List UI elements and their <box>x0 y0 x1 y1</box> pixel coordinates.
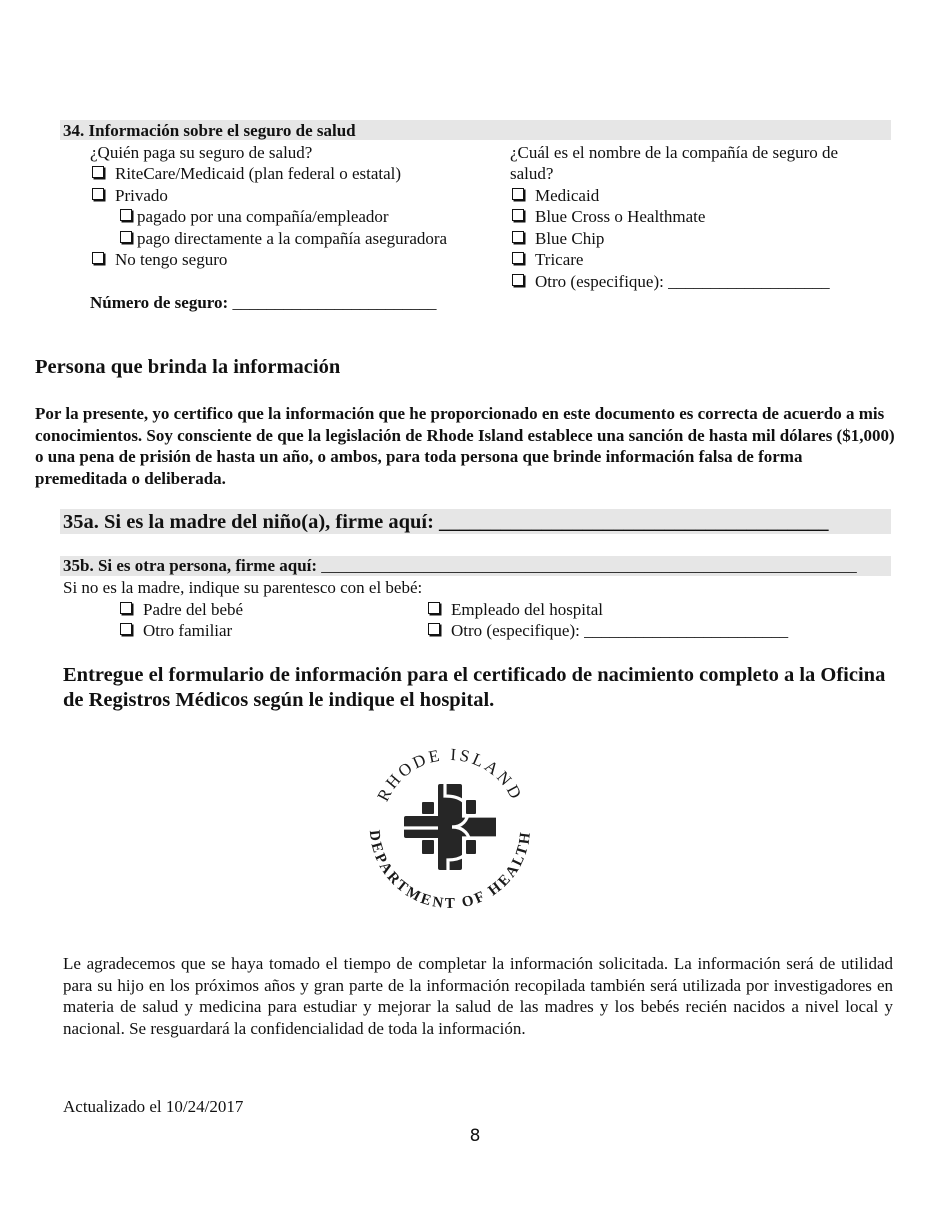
checkbox-option-tricare[interactable]: Tricare <box>512 249 583 271</box>
sign-35a-line[interactable]: ______________________________________ <box>439 511 829 533</box>
checkbox-icon[interactable] <box>512 231 524 243</box>
svg-text:DEPARTMENT OF HEALTH: DEPARTMENT OF HEALTH <box>365 829 535 913</box>
checkbox-option-employer-paid[interactable]: pagado por una compañía/empleador <box>120 206 389 228</box>
relation-prompt: Si no es la madre, indique su parentesco con el bebé: <box>63 578 423 597</box>
checkbox-option-other-company[interactable]: Otro (especifique): ___________________ <box>512 271 830 293</box>
insurance-number-line[interactable]: ________________________ <box>232 293 437 312</box>
checkbox-option-privado[interactable]: Privado <box>92 185 168 207</box>
company-question-line2: salud? <box>510 164 554 183</box>
sign-35a-field[interactable] <box>63 510 829 534</box>
checkbox-icon[interactable] <box>512 188 524 200</box>
checkbox-option-self-paid[interactable]: pago directamente a la compañía aseguradora <box>120 228 447 250</box>
checkbox-option-other-family[interactable]: Otro familiar <box>120 620 232 642</box>
sign-35b-label: 35b. Si es otra persona, firme aquí: <box>63 556 318 575</box>
certification-paragraph: Por la presente, yo certifico que la información que he proporcionado en este documento es correcta de acuerdo a mis conocimientos. Soy consciente de que la legislación de Rhode Island establece una sanción de hasta mil dólares ($1,000) o una pena de prisión de hasta un año, o ambos, para toda persona que brinde información falsa de forma premeditada o deliberada. <box>35 404 895 488</box>
submit-instruction: Entregue el formulario de información para el certificado de nacimiento completo a la Oficina de Registros Médicos según le indique el hospital. <box>63 664 886 711</box>
checkbox-icon[interactable] <box>120 231 132 243</box>
informant-heading: Persona que brinda la información <box>35 356 341 378</box>
company-question-line1: ¿Cuál es el nombre de la compañía de seguro de <box>510 143 839 162</box>
checkbox-icon[interactable] <box>512 252 524 264</box>
updated-date: Actualizado el 10/24/2017 <box>63 1097 244 1116</box>
svg-text:RHODE ISLAND: RHODE ISLAND <box>373 744 527 805</box>
ri-department-of-health-logo <box>362 740 538 916</box>
checkbox-option-blue-cross[interactable]: Blue Cross o Healthmate <box>512 206 705 228</box>
checkbox-icon[interactable] <box>120 602 132 614</box>
checkbox-icon[interactable] <box>92 166 104 178</box>
checkbox-icon[interactable] <box>428 602 440 614</box>
checkbox-icon[interactable] <box>120 209 132 221</box>
checkbox-option-ritecare[interactable]: RiteCare/Medicaid (plan federal o estatal) <box>92 163 401 185</box>
sign-35b-line[interactable]: _______________________________________________________________ <box>321 556 857 575</box>
checkbox-option-other-specify[interactable]: Otro (especifique): ________________________ <box>428 620 788 642</box>
checkbox-option-medicaid[interactable]: Medicaid <box>512 185 599 207</box>
checkbox-icon[interactable] <box>512 274 524 286</box>
checkbox-icon[interactable] <box>428 623 440 635</box>
thank-you-paragraph: Le agradecemos que se haya tomado el tiempo de completar la información solicitada. La información será de utilidad para su hijo en los próximos años y gran parte de la información recopilada también será utilizada por investigadores en materia de salud y medicina para estudiar y mejorar la salud de las madres y los bebés recién nacidos a nivel local y nacional. Se resguardará la confidencialidad de toda la información. <box>63 954 893 1038</box>
section-34-title: 34. Información sobre el seguro de salud <box>63 121 356 140</box>
checkbox-option-blue-chip[interactable]: Blue Chip <box>512 228 604 250</box>
checkbox-icon[interactable] <box>92 252 104 264</box>
insurance-number-label: Número de seguro: <box>90 293 229 312</box>
checkbox-option-no-insurance[interactable]: No tengo seguro <box>92 249 227 271</box>
page-number: 8 <box>469 1126 481 1146</box>
checkbox-option-hospital-employee[interactable]: Empleado del hospital <box>428 599 603 621</box>
sign-35b-field[interactable] <box>63 556 857 576</box>
insurance-number-field[interactable] <box>90 292 436 314</box>
checkbox-icon[interactable] <box>512 209 524 221</box>
checkbox-icon[interactable] <box>120 623 132 635</box>
payer-question: ¿Quién paga su seguro de salud? <box>90 143 313 162</box>
checkbox-option-father[interactable]: Padre del bebé <box>120 599 243 621</box>
department-of-health-seal-icon <box>362 740 538 916</box>
checkbox-icon[interactable] <box>92 188 104 200</box>
sign-35a-label: 35a. Si es la madre del niño(a), firme aquí: <box>63 511 434 533</box>
